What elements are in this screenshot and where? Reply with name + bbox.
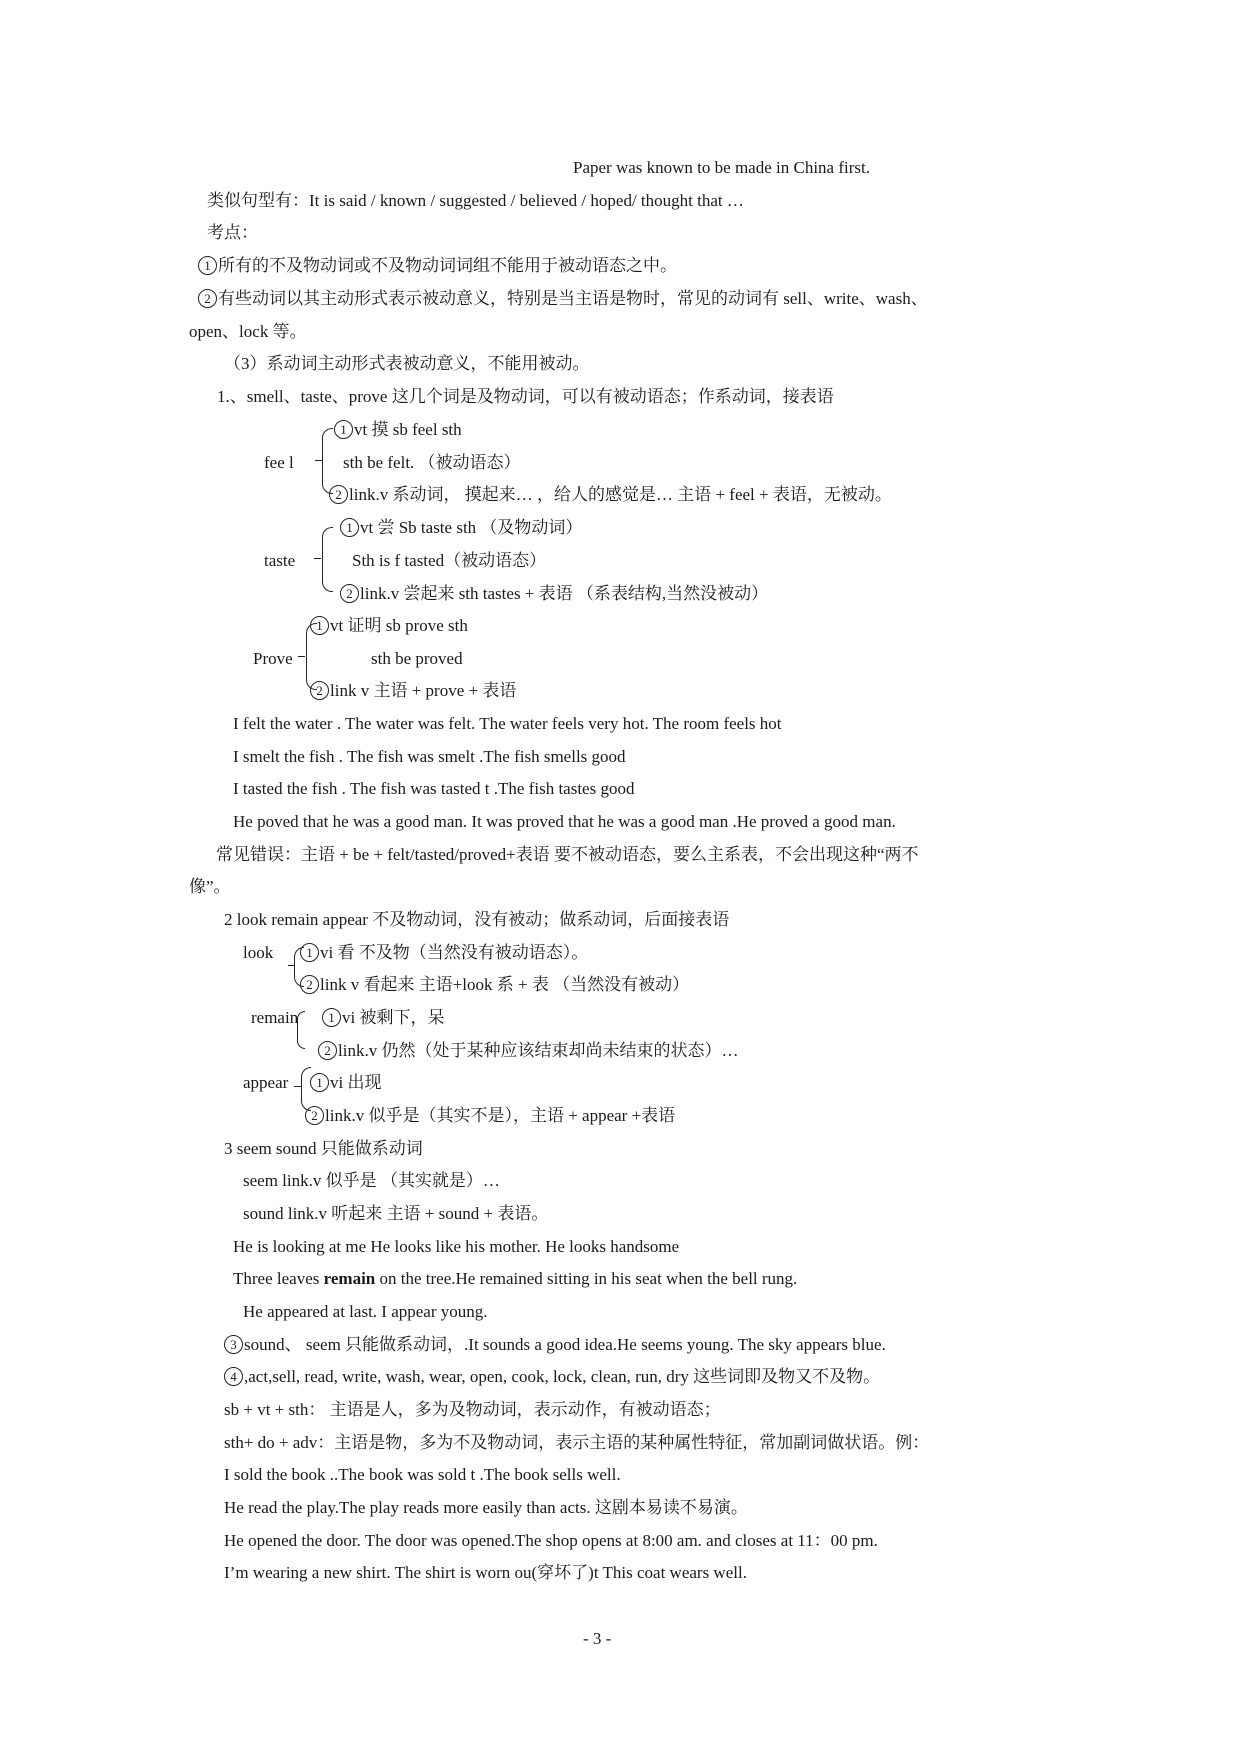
point-1-text: 所有的不及物动词或不及物动词词组不能用于被动语态之中。	[218, 256, 677, 275]
look-meaning-1	[300, 943, 588, 963]
point-4-text: ,act,sell, read, write, wash, wear, open, cook, lock, clean, run, dry 这些词即及物又不及物。	[244, 1367, 881, 1386]
prove-brace-tip	[298, 656, 305, 657]
example-smell: I smelt the fish . The fish was smelt .The fish smells good	[233, 747, 626, 766]
appear-meaning-2	[305, 1106, 675, 1126]
remain-meaning-2-text: link.v 仍然（处于某种应该结束却尚未结束的状态）…	[338, 1041, 739, 1060]
remain-meaning-1	[322, 1008, 444, 1028]
feel-brace-tip	[315, 460, 322, 461]
example-open: He opened the door. The door was opened.The shop opens at 8:00 am. and closes at 11：00 pm.	[224, 1531, 878, 1550]
example-remain-bold: remain	[323, 1269, 376, 1288]
appear-brace-tip	[294, 1086, 301, 1087]
feel-meaning-1-text: vt 摸 sb feel sth	[354, 420, 462, 439]
rule-thing-subject: sth+ do + adv：主语是物，多为不及物动词，表示主语的某种属性特征，常加副词做状语。例：	[224, 1433, 930, 1452]
feel-meaning-1	[334, 420, 462, 440]
example-appear: He appeared at last. I appear young.	[243, 1302, 488, 1321]
circled-number: 3	[224, 1335, 243, 1354]
point-3	[224, 1335, 886, 1355]
circled-number: 2	[305, 1106, 324, 1125]
circled-number: 2	[340, 584, 359, 603]
similar-patterns: 类似句型有：It is said / known / suggested / believed / hoped/ thought that …	[207, 191, 744, 210]
taste-meaning-1	[340, 518, 582, 538]
taste-meaning-2	[340, 584, 768, 604]
taste-label: taste	[264, 551, 296, 570]
remain-brace	[297, 1011, 305, 1049]
feel-label: fee l	[264, 453, 294, 472]
appear-meaning-2-text: link.v 似乎是（其实不是），主语 + appear +表语	[325, 1106, 676, 1125]
taste-meaning-1-text: vt 尝 Sb taste sth （及物动词）	[360, 518, 583, 537]
section-3-heading: （3）系动词主动形式表被动意义，不能用被动。	[224, 354, 590, 373]
prove-passive: sth be proved	[371, 649, 463, 668]
circled-number: 1	[322, 1008, 341, 1027]
look-meaning-1-text: vi 看 不及物（当然没有被动语态）。	[320, 943, 589, 962]
common-error: 常见错误：主语 + be + felt/tasted/proved+表语 要不被动语态，要么主系表，不会出现这种“两不	[216, 845, 919, 864]
feel-meaning-2	[329, 485, 892, 505]
look-meaning-2	[300, 975, 689, 995]
point-2-continued: open、lock 等。	[189, 322, 307, 341]
prove-meaning-1	[310, 616, 468, 636]
feel-passive: sth be felt. （被动语态）	[343, 453, 521, 472]
example-look: He is looking at me He looks like his mother. He looks handsome	[233, 1237, 680, 1256]
prove-meaning-1-text: vt 证明 sb prove sth	[330, 616, 468, 635]
taste-brace	[322, 527, 333, 592]
circled-number: 1	[310, 616, 329, 635]
paper-example: Paper was known to be made in China first.	[573, 158, 870, 177]
example-read: He read the play.The play reads more easily than acts. 这剧本易读不易演。	[224, 1498, 748, 1517]
example-feel: I felt the water . The water was felt. The water feels very hot. The room feels hot	[233, 714, 782, 733]
circled-number: 1	[300, 943, 319, 962]
circled-number: 2	[329, 485, 348, 504]
prove-label: Prove	[253, 649, 293, 668]
page-number: - 3 -	[583, 1629, 612, 1648]
example-taste: I tasted the fish . The fish was tasted t .The fish tastes good	[233, 779, 635, 798]
point-4	[224, 1367, 880, 1387]
item-3-heading: 3 seem sound 只能做系动词	[224, 1139, 423, 1158]
feel-meaning-2-text: link.v 系动词， 摸起来… ，给人的感觉是… 主语 + feel + 表语，无被动。	[349, 485, 892, 504]
sound-definition: sound link.v 听起来 主语 + sound + 表语。	[243, 1204, 549, 1223]
point-1	[198, 256, 677, 276]
item-2-heading: 2 look remain appear 不及物动词，没有被动；做系动词，后面接表语	[224, 910, 730, 929]
circled-number: 2	[198, 289, 217, 308]
taste-brace-tip	[314, 558, 321, 559]
look-meaning-2-text: link v 看起来 主语+look 系 + 表 （当然没有被动）	[320, 975, 690, 994]
example-remain-text-1: Three leaves	[233, 1269, 324, 1288]
circled-number: 1	[340, 518, 359, 537]
point-2	[198, 289, 928, 309]
example-sell: I sold the book ..The book was sold t .The book sells well.	[224, 1465, 621, 1484]
prove-meaning-2	[310, 681, 516, 701]
appear-label: appear	[243, 1073, 289, 1092]
remain-meaning-1-text: vi 被剩下，呆	[342, 1008, 445, 1027]
circled-number: 2	[318, 1041, 337, 1060]
look-brace-tip	[288, 965, 295, 966]
circled-number: 1	[334, 420, 353, 439]
example-wear: I’m wearing a new shirt. The shirt is worn ou(穿坏了)t This coat wears well.	[224, 1563, 747, 1582]
taste-meaning-2-text: link.v 尝起来 sth tastes + 表语 （系表结构,当然没被动）	[360, 584, 769, 603]
prove-meaning-2-text: link v 主语 + prove + 表语	[330, 681, 517, 700]
appear-meaning-1	[310, 1073, 381, 1093]
circled-number: 4	[224, 1367, 243, 1386]
appear-meaning-1-text: vi 出现	[330, 1073, 382, 1092]
rule-person-subject: sb + vt + sth： 主语是人，多为及物动词，表示动作，有被动语态；	[224, 1400, 721, 1419]
circled-number: 1	[310, 1073, 329, 1092]
look-label: look	[243, 943, 274, 962]
item-1-heading: 1.、smell、taste、prove 这几个词是及物动词，可以有被动语态；作系动词，接表语	[217, 387, 834, 406]
remain-meaning-2	[318, 1041, 738, 1061]
common-error-continued: 像”。	[189, 877, 231, 896]
example-remain-text-2: on the tree.He remained sitting in his seat when the bell rung.	[375, 1269, 798, 1288]
taste-passive: Sth is f tasted（被动语态）	[352, 551, 547, 570]
circled-number: 2	[300, 975, 319, 994]
test-points-heading: 考点：	[207, 223, 258, 242]
circled-number: 1	[198, 256, 217, 275]
seem-definition: seem link.v 似乎是 （其实就是）…	[243, 1171, 500, 1190]
circled-number: 2	[310, 681, 329, 700]
point-3-text: sound、 seem 只能做系动词，.It sounds a good idea.He seems young. The sky appears blue.	[244, 1335, 886, 1354]
example-prove: He poved that he was a good man. It was proved that he was a good man .He proved a good man.	[233, 812, 896, 831]
point-2-text: 有些动词以其主动形式表示被动意义，特别是当主语是物时，常见的动词有 sell、write、wash、	[218, 289, 928, 308]
example-remain	[233, 1269, 797, 1289]
remain-label: remain	[251, 1008, 299, 1027]
